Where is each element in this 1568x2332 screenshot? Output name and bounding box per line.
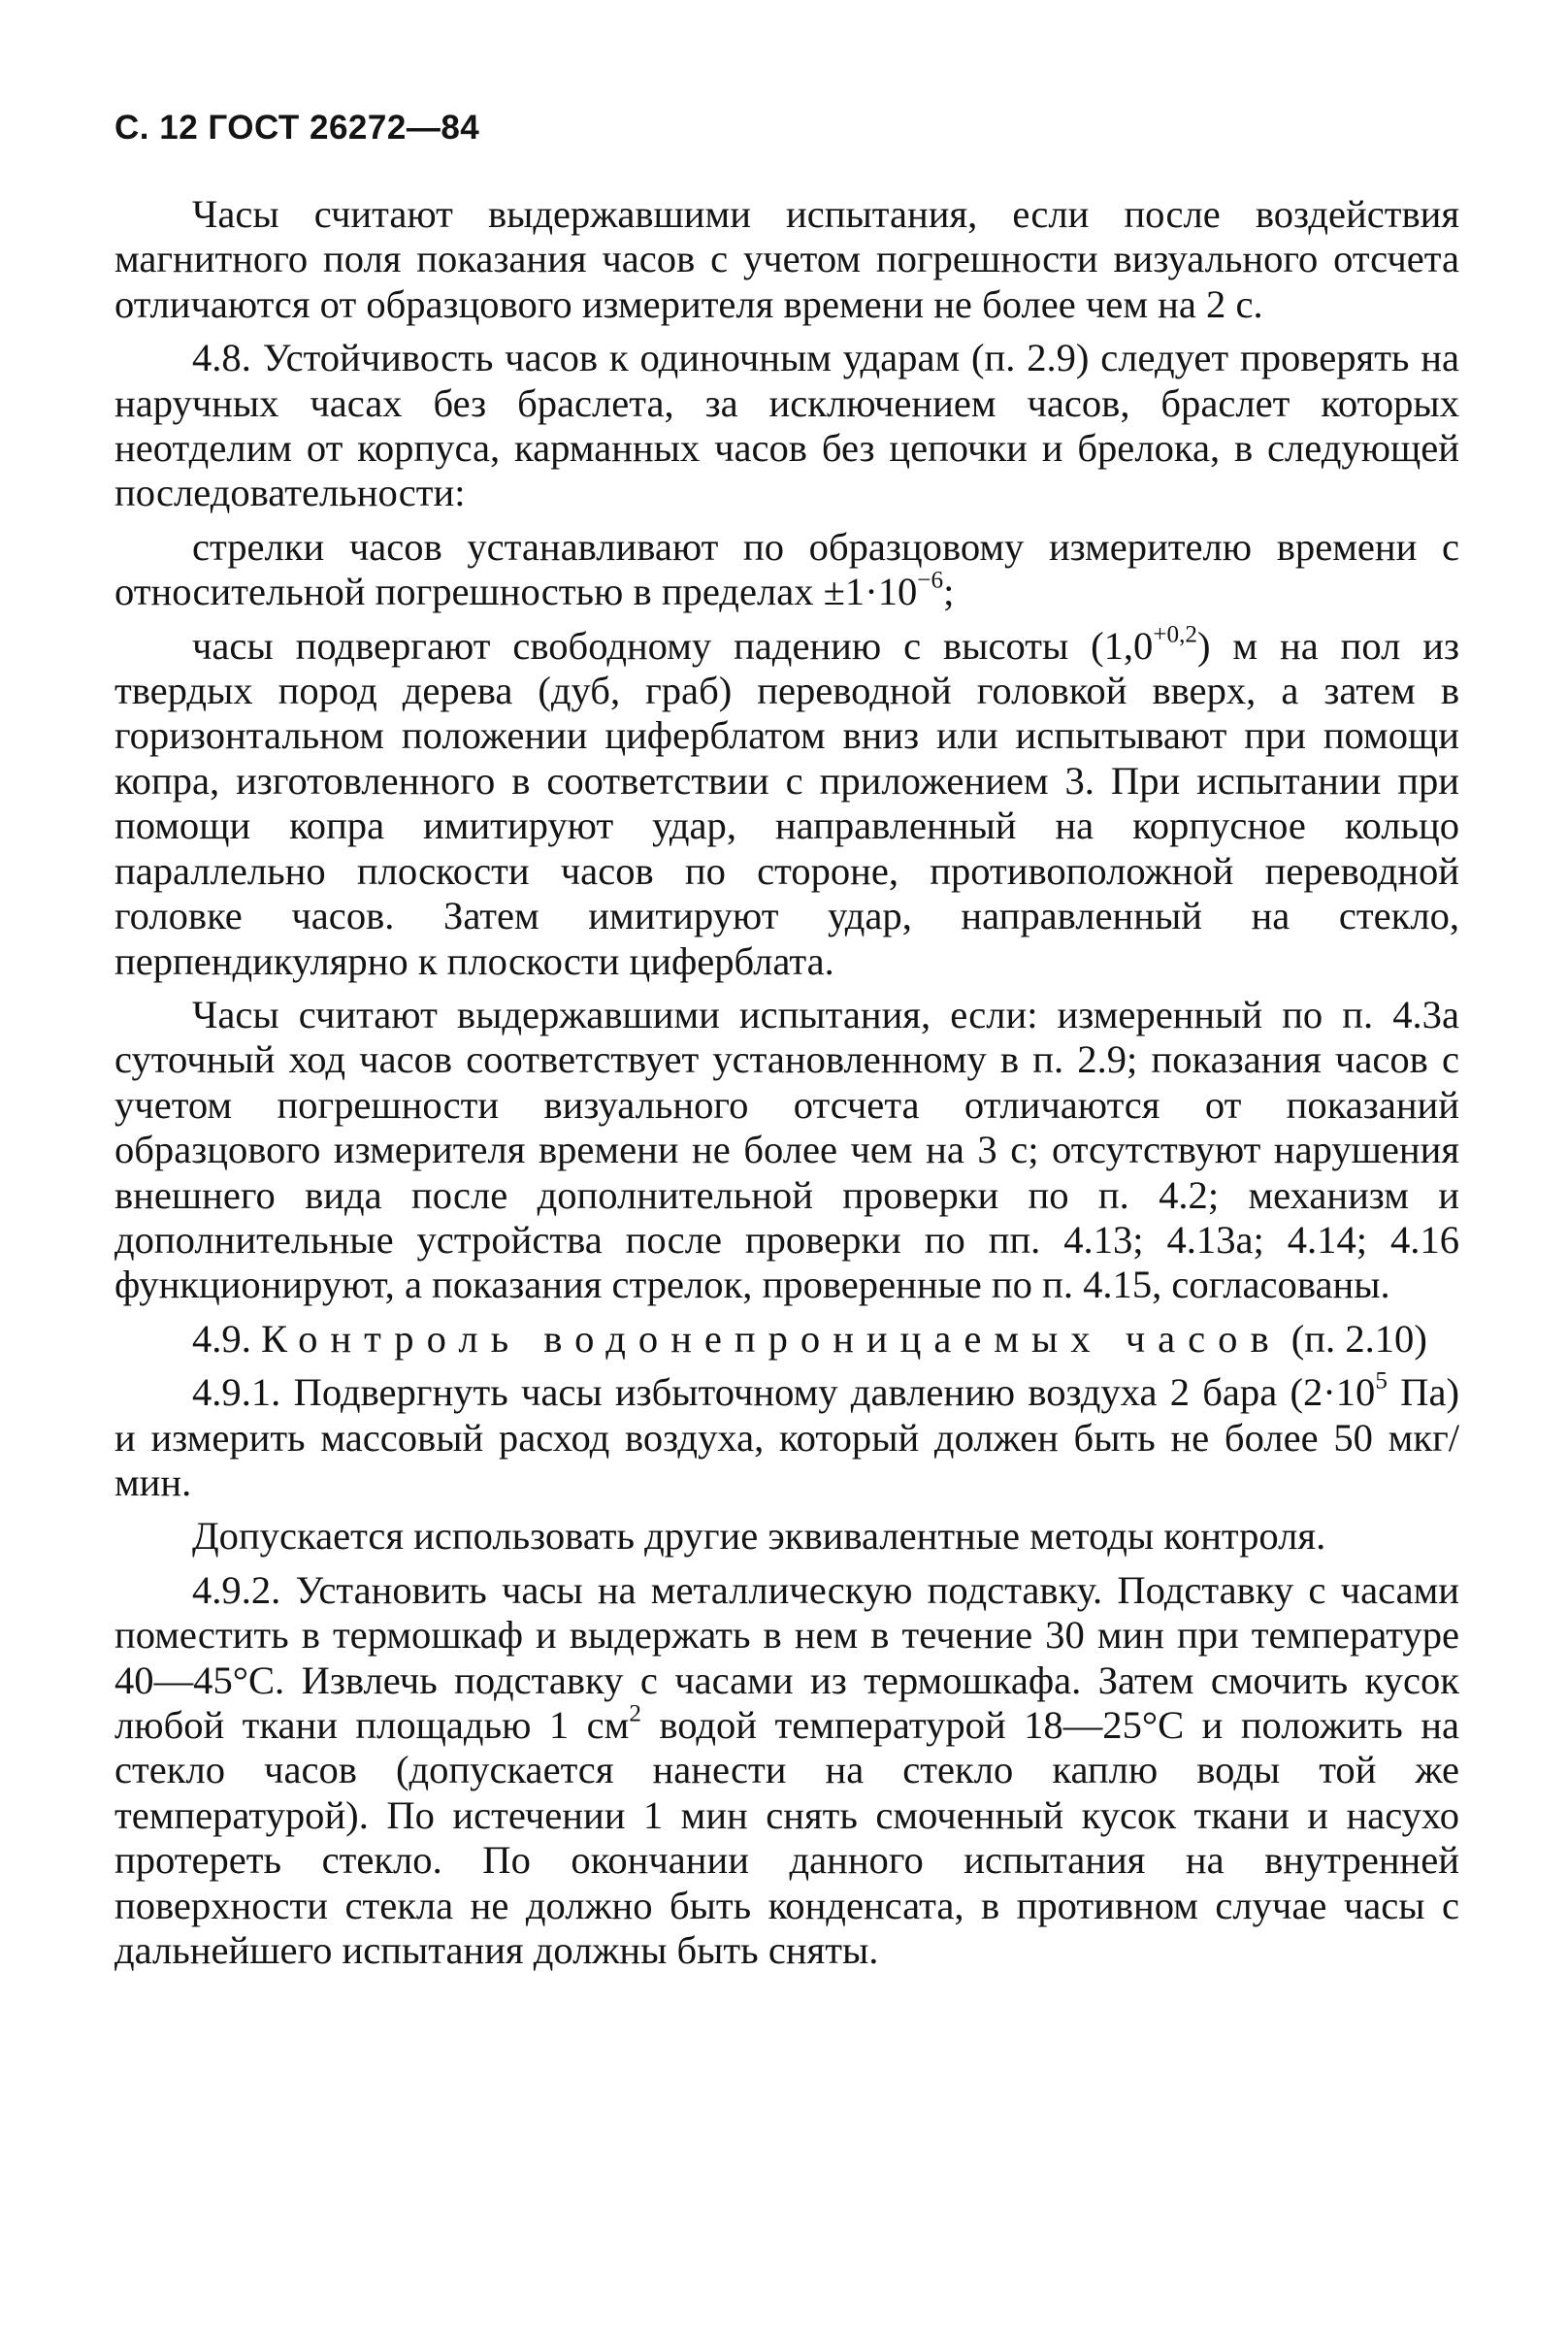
- paragraph-4-9-2: [114, 1568, 1459, 1974]
- section-reference: (п. 2.10): [1290, 1316, 1427, 1361]
- free-fall-text-end: ) м на пол из твердых пород дерева (дуб, граб) переводной головкой вверх, а затем в горизонтальном положении циферблатом вниз или испытывают при помощи копра, изготовленного в соответствии с приложением 3. При испытании при помощи копра имитируют удар, направленный на корпусное кольцо параллельно плоскости часов по стороне, противоположной переводной головке часов. Затем имитируют удар, направленный на стекло, перпендикулярно к плоскости циферблата.: [114, 623, 1460, 983]
- section-number-4-9: 4.9.: [192, 1316, 251, 1361]
- area-exponent: 2: [629, 1700, 641, 1727]
- paragraph-shock-conclusion: Часы считают выдержавшими испытания, если: измеренный по п. 4.3а суточный ход часов соответствует установленному в п. 2.9; показания часов с учетом погрешности визуального отсчета отличаются от показаний образцового измерителя времени не более чем на 3 с; отсутствуют нарушения внешнего вида после дополнительной проверки по п. 4.2; механизм и дополнительные устройства после проверки по пп. 4.13; 4.13а; 4.14; 4.16 функционируют, а показания стрелок, проверенные по п. 4.15, согласованы.: [114, 992, 1459, 1307]
- paragraph-free-fall: [114, 621, 1460, 984]
- paragraph-4-9-heading: [114, 1317, 1459, 1362]
- paragraph-magnetic-conclusion: Часы считают выдержавшими испытания, если после воздействия магнитного поля показания часов с учетом погрешности визуального отсчета отличаются от образцового измерителя времени не более чем на 2 с.: [114, 192, 1459, 326]
- paragraph-set-hands: [114, 525, 1459, 615]
- document-body: [114, 192, 1459, 1982]
- set-hands-end: ;: [943, 570, 955, 614]
- condensation-text-end: водой температурой 18—25°С и положить на стекло часов (допускается нанести на стекло каплю воды той же температурой). По истечении 1 мин снять смоченный кусок ткани и насухо протереть стекло. По окончании данного испытания на внутренней поверхности стекла не должно быть конденсата, в противном случае часы с дальнейшего испытания должны быть сняты.: [114, 1703, 1460, 1973]
- pressure-exponent: 5: [1375, 1367, 1388, 1395]
- pressure-text-start: 4.9.1. Подвергнуть часы избыточному давлению воздуха 2 бара (2·10: [192, 1370, 1376, 1415]
- free-fall-tolerance: +0,2: [1153, 621, 1197, 648]
- paragraph-4-9-1: [114, 1367, 1459, 1505]
- condensation-text-start: 4.9.2. Установить часы на металлическую подставку. Подставку с часами поместить в термошкаф и выдержать в нем в течение 30 мин при температуре 40—45°С. Извлечь подставку с часами из термошкафа. Затем смочить кусок любой ткани площадью 1 см: [114, 1567, 1459, 1747]
- page-header: С. 12 ГОСТ 26272—84: [114, 109, 480, 147]
- free-fall-text-start: часы подвергают свободному падению с высоты (1,0: [192, 623, 1154, 668]
- pressure-text-end: Па) и измерить массовый расход воздуха, который должен быть не более 50 мкг/мин.: [114, 1370, 1459, 1504]
- set-hands-exponent: −6: [917, 567, 944, 594]
- paragraph-4-8: 4.8. Устойчивость часов к одиночным ударам (п. 2.9) следует проверять на наручных часах без браслета, за исключением часов, браслет которых неотделим от корпуса, карманных часов без цепочки и брелока, в следующей последовательности:: [114, 336, 1459, 515]
- section-title-water-resistance: Контроль водонепроницаемых часов: [261, 1316, 1282, 1361]
- paragraph-equivalent-methods: Допускается использовать другие эквивалентные методы контроля.: [192, 1514, 1326, 1559]
- set-hands-text: стрелки часов устанавливают по образцовому измерителю времени с относительной погрешностью в пределах ±1·10: [114, 524, 1459, 614]
